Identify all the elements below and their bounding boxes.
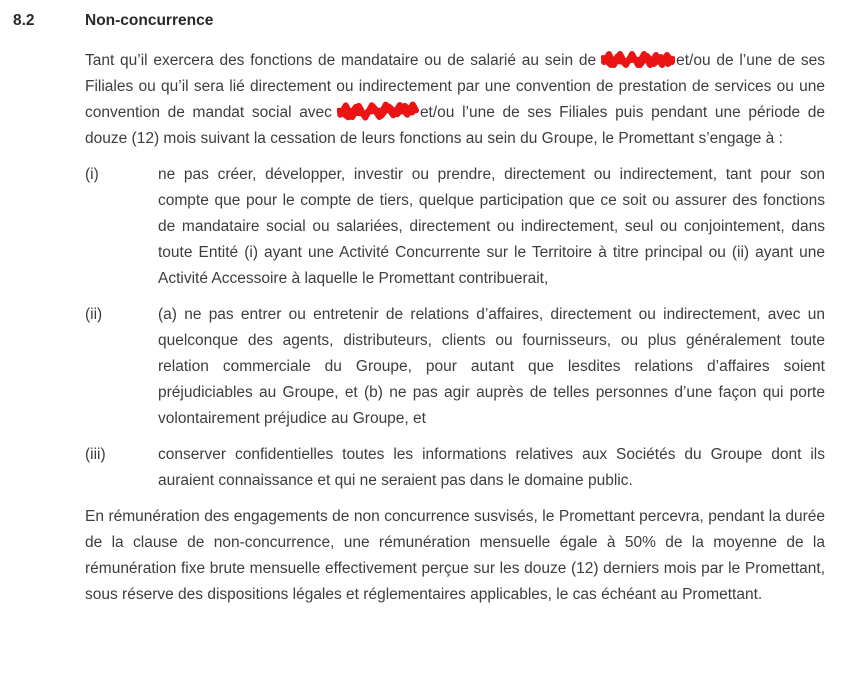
list-item-text: conserver confidentielles toutes les informations relatives aux Sociétés du Groupe dont ils auraient connaissance et qui ne seraient pas dans le domaine public.: [158, 446, 825, 489]
list-item-ii: [85, 302, 825, 432]
list-item-i: [85, 162, 825, 292]
list-item-iii: [85, 442, 825, 494]
list-marker: (iii): [85, 446, 106, 463]
intro-text-part3: et/ou l’une de ses Filiales puis pendant une période de douze (12) mois suivant la cessation de leurs fonctions au sein du Groupe, le Promettant s’engage à :: [85, 104, 825, 147]
list-item-text: ne pas créer, développer, investir ou prendre, directement ou indirectement, tant pour son compte que pour le compte de tiers, quelque participation que ce soit ou assurer des fonctions de mandataire social ou salariées, directement ou indirectement, seul ou conjointement, dans toute Entité (i) ayant une Activité Concurrente sur le Territoire à titre principal ou (ii) ayant une Activité Accessoire à laquelle le Promettant contribuerait,: [158, 166, 825, 287]
intro-text-part2: et/ou de l’une de ses Filiales ou qu’il sera lié directement ou indirectement par une convention de prestation de services ou une convention de mandat social avec: [85, 52, 825, 121]
section-body: [85, 48, 825, 608]
intro-text-part1: Tant qu’il exercera des fonctions de mandataire ou de salarié au sein de: [85, 52, 597, 69]
closing-paragraph: En rémunération des engagements de non concurrence susvisés, le Promettant percevra, pendant la durée de la clause de non-concurrence, une rémunération mensuelle égale à 50% de la moyenne de la rémunération fixe brute mensuelle effectivement perçue sur les douze (12) derniers mois par le Promettant, sous réserve des dispositions légales et réglementaires applicables, le cas échéant au Promettant.: [85, 508, 825, 603]
section-title: Non-concurrence: [85, 12, 214, 29]
redaction-scribble-1: [601, 50, 675, 69]
intro-paragraph: [85, 48, 825, 152]
list-item-text: (a) ne pas entrer ou entretenir de relations d’affaires, directement ou indirectement, avec un quelconque des agents, distributeurs, clients ou fournisseurs, ou plus généralement toute relation commerciale du Groupe, pour autant que lesdites relations d’affaires soient préjudiciables au Groupe, et (b) ne pas agir auprès de telles personnes d’une façon qui porte volontairement préjudice au Groupe, et: [158, 306, 825, 427]
redaction-scribble-2: [337, 100, 419, 121]
section-number: 8.2: [13, 12, 35, 29]
section-heading: [13, 8, 825, 34]
list-marker: (ii): [85, 306, 103, 323]
list-marker: (i): [85, 166, 99, 183]
